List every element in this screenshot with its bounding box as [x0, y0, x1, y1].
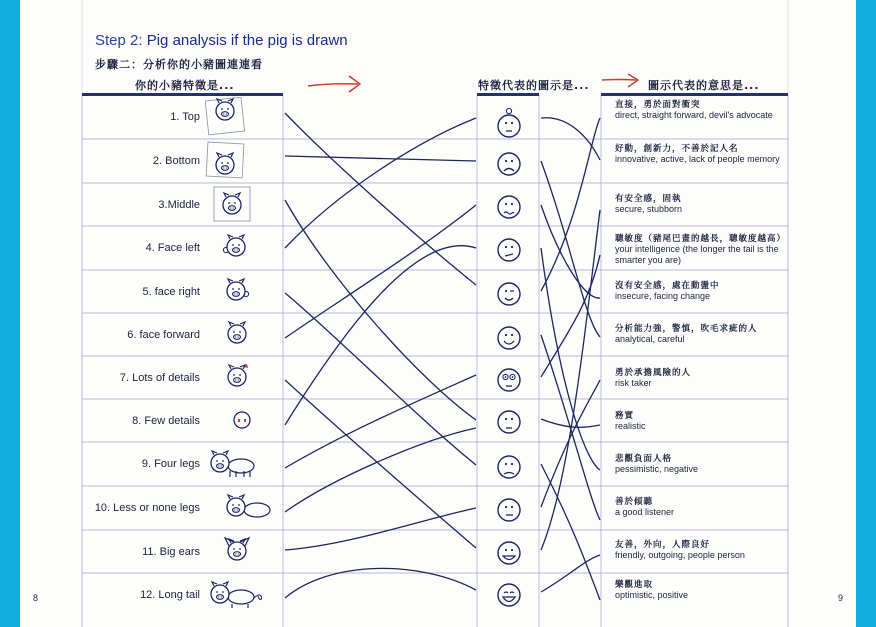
- meaning-en: secure, stubborn: [615, 204, 683, 214]
- feature-label: 1. Top: [170, 111, 200, 123]
- connection-line: [541, 555, 600, 592]
- page-number-right: 9: [838, 593, 844, 603]
- feature-label: 3.Middle: [158, 199, 200, 211]
- meaning-en: optimistic, positive: [615, 590, 689, 600]
- meaning-en: analytical, careful: [615, 334, 685, 344]
- page-number-left: 8: [33, 593, 39, 603]
- meaning-zh: 直接，勇於面對衝突: [615, 99, 701, 109]
- feature-label: 8. Few details: [132, 415, 200, 427]
- connection-line: [285, 156, 476, 161]
- title-text: Pig analysis if the pig is drawn: [146, 32, 348, 49]
- feature-label: 2. Bottom: [152, 155, 200, 167]
- connection-line: [285, 375, 476, 468]
- meaning-en: friendly, outgoing, people person: [615, 550, 745, 560]
- meaning-zh: 分析能力強，警慎，吹毛求疵的人: [615, 323, 758, 333]
- connection-line: [285, 118, 476, 248]
- feature-label: 10. Less or none legs: [94, 502, 200, 514]
- feature-label: 9. Four legs: [141, 458, 200, 470]
- meaning-zh: 善於傾聽: [615, 496, 654, 506]
- feature-label: 5. face right: [142, 286, 200, 298]
- meaning-zh: 勇於承擔風險的人: [615, 367, 692, 377]
- connection-line: [285, 246, 476, 425]
- step-label: Step 2:: [95, 32, 143, 49]
- connection-line: [285, 380, 476, 548]
- meaning-zh: 友善，外向，人際良好: [615, 539, 711, 549]
- meaning-en: pessimistic, negative: [615, 464, 699, 474]
- meaning-zh: 好動，創新力，不善於記人名: [615, 143, 739, 153]
- meaning-en: your intelligence (the longer the tail is the smarter you are): [615, 244, 779, 265]
- feature-label: 7. Lots of details: [119, 372, 200, 384]
- meaning-en: insecure, facing change: [615, 291, 711, 301]
- meaning-en: risk taker: [615, 378, 652, 388]
- meaning-en: a good listener: [615, 507, 675, 517]
- meaning-zh: 沒有安全感，處在動盪中: [615, 280, 720, 290]
- connection-line: [285, 568, 476, 598]
- faces-column-header: 特徵代表的圖示是...: [478, 79, 590, 92]
- feature-label: 6. face forward: [127, 329, 200, 341]
- meaning-zh: 聰敏度（豬尾巴畫的越長，聰敏度越高）: [615, 233, 787, 243]
- meaning-zh: 樂觀進取: [615, 579, 654, 589]
- connection-line: [541, 210, 600, 550]
- chinese-subtitle: 步驟二：分析你的小豬圖連連看: [95, 58, 263, 71]
- connection-line: [541, 380, 600, 507]
- connection-line: [285, 508, 476, 550]
- connection-line: [285, 200, 476, 420]
- connection-line: [541, 118, 600, 291]
- connection-line: [285, 205, 476, 338]
- feature-label: 12. Long tail: [140, 589, 200, 601]
- connection-line: [285, 113, 476, 285]
- feature-label: 11. Big ears: [142, 546, 200, 558]
- meaning-en: direct, straight forward, devil's advocate: [615, 110, 773, 120]
- meaning-en: realistic: [615, 421, 646, 431]
- meaning-zh: 悲觀負面人格: [615, 453, 673, 463]
- connection-line: [541, 118, 600, 160]
- feature-label: 4. Face left: [145, 242, 200, 254]
- meanings-column-header: 圖示代表的意思是...: [648, 79, 760, 92]
- meaning-zh: 務實: [615, 410, 635, 420]
- meaning-zh: 有安全感，固執: [615, 193, 682, 203]
- meaning-en: innovative, active, lack of people memory: [615, 154, 780, 164]
- features-column-header: 你的小豬特徵是...: [135, 79, 235, 92]
